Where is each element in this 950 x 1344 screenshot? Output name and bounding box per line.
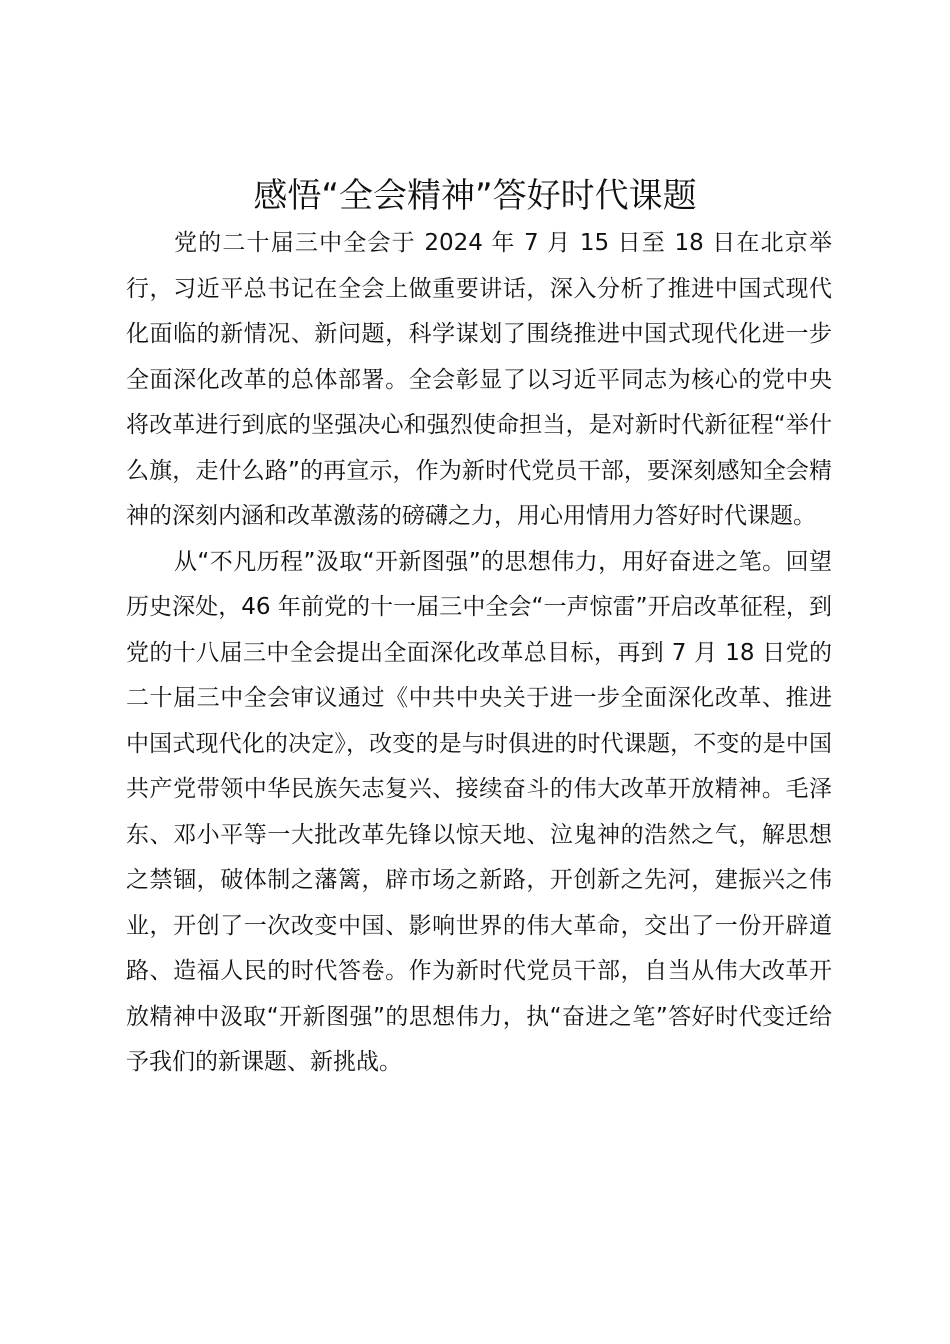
document-body [126, 221, 832, 1086]
paragraph-2: 从“不凡历程”汲取“开新图强”的思想伟力，用好奋进之笔。回望历史深处，46 年前党的十一届三中全会“一声惊雷”开启改革征程，到党的十八届三中全会提出全面深化改革总目标，再到 7 月 18 日党的二十届三中全会审议通过《中共中央关于进一步全面深化改革、推进中国式现代化的决定》，改变的是与时俱进的时代课题，不变的是中国共产党带领中华民族矢志复兴、接续奋斗的伟大改革开放精神。毛泽东、邓小平等一大批改革先锋以惊天地、泣鬼神的浩然之气，解思想之禁锢，破体制之藩篱，辟市场之新路，开创新之先河，建振兴之伟业，开创了一次改变中国、影响世界的伟大革命，交出了一份开辟道路、造福人民的时代答卷。作为新时代党员干部，自当从伟大改革开放精神中汲取“开新图强”的思想伟力，执“奋进之笔”答好时代变迁给予我们的新课题、新挑战。 [126, 548, 832, 1075]
paragraph-1: 党的二十届三中全会于 2024 年 7 月 15 日至 18 日在北京举行，习近平总书记在全会上做重要讲话，深入分析了推进中国式现代化面临的新情况、新问题，科学谋划了围绕推进中国式现代化进一步全面深化改革的总体部署。全会彰显了以习近平同志为核心的党中央将改革进行到底的坚强决心和强烈使命担当，是对新时代新征程“举什么旗，走什么路”的再宣示，作为新时代党员干部，要深刻感知全会精神的深刻内涵和改革激荡的磅礴之力，用心用情用力答好时代课题。 [126, 230, 832, 529]
document-title: 感悟“全会精神”答好时代课题 [253, 176, 697, 216]
